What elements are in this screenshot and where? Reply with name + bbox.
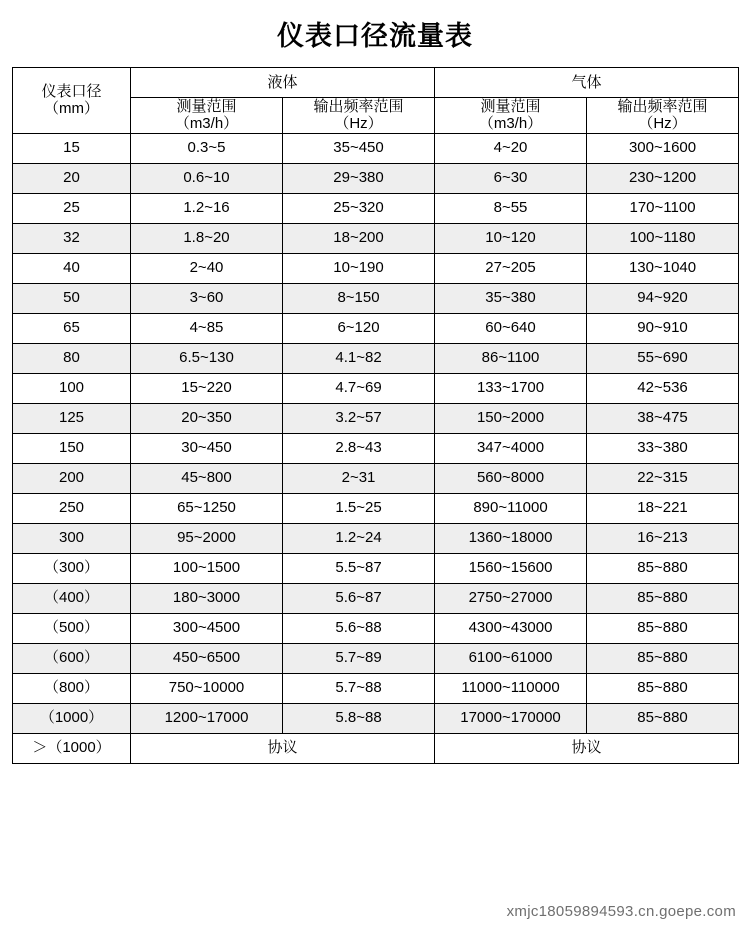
gas-frequency-line2: （Hz） xyxy=(638,115,687,133)
cell-liquid-range: 3~60 xyxy=(131,283,283,313)
cell-gas-range: 133~1700 xyxy=(435,373,587,403)
cell-meter-size: （1000） xyxy=(13,703,131,733)
table-row xyxy=(13,133,739,163)
cell-meter-size: 80 xyxy=(13,343,131,373)
cell-gas-frequency: 90~910 xyxy=(587,313,739,343)
table-body xyxy=(13,133,739,763)
cell-liquid-frequency: 10~190 xyxy=(283,253,435,283)
cell-liquid-frequency: 25~320 xyxy=(283,193,435,223)
cell-liquid-frequency: 5.5~87 xyxy=(283,553,435,583)
cell-liquid-frequency: 8~150 xyxy=(283,283,435,313)
cell-gas-range: 11000~110000 xyxy=(435,673,587,703)
gas-frequency-line1: 输出频率范围 xyxy=(617,98,708,115)
cell-meter-size: ＞（1000） xyxy=(13,733,131,763)
table-row xyxy=(13,403,739,433)
group-header-liquid: 液体 xyxy=(131,68,435,98)
cell-gas-frequency: 94~920 xyxy=(587,283,739,313)
cell-meter-size: 25 xyxy=(13,193,131,223)
liquid-frequency-line1: 输出频率范围 xyxy=(313,98,404,115)
liquid-range-line1: 测量范围 xyxy=(176,98,237,115)
table-row xyxy=(13,553,739,583)
cell-gas-range: 86~1100 xyxy=(435,343,587,373)
cell-meter-size: 200 xyxy=(13,463,131,493)
cell-gas-range: 6100~61000 xyxy=(435,643,587,673)
gas-range-line1: 测量范围 xyxy=(480,98,541,115)
cell-gas-range: 17000~170000 xyxy=(435,703,587,733)
cell-gas-range: 890~11000 xyxy=(435,493,587,523)
cell-gas-range: 4~20 xyxy=(435,133,587,163)
cell-meter-size: 250 xyxy=(13,493,131,523)
cell-gas-frequency: 85~880 xyxy=(587,553,739,583)
table-row xyxy=(13,643,739,673)
cell-gas-frequency: 85~880 xyxy=(587,583,739,613)
table-row xyxy=(13,223,739,253)
cell-liquid-range: 180~3000 xyxy=(131,583,283,613)
cell-gas-frequency: 85~880 xyxy=(587,613,739,643)
table-row xyxy=(13,673,739,703)
cell-liquid-range: 450~6500 xyxy=(131,643,283,673)
cell-liquid-frequency: 5.8~88 xyxy=(283,703,435,733)
table-row xyxy=(13,463,739,493)
cell-liquid-range: 100~1500 xyxy=(131,553,283,583)
cell-gas-frequency: 230~1200 xyxy=(587,163,739,193)
cell-meter-size: 150 xyxy=(13,433,131,463)
flow-rate-table xyxy=(12,67,739,764)
cell-liquid-range: 4~85 xyxy=(131,313,283,343)
cell-liquid-frequency: 2~31 xyxy=(283,463,435,493)
cell-gas-range: 协议 xyxy=(435,733,739,763)
column-header-gas-range xyxy=(435,98,587,134)
table-row xyxy=(13,523,739,553)
table-row xyxy=(13,493,739,523)
cell-gas-frequency: 18~221 xyxy=(587,493,739,523)
cell-gas-frequency: 100~1180 xyxy=(587,223,739,253)
table-row xyxy=(13,373,739,403)
cell-gas-range: 6~30 xyxy=(435,163,587,193)
cell-meter-size: 15 xyxy=(13,133,131,163)
table-row xyxy=(13,433,739,463)
page-title: 仪表口径流量表 xyxy=(277,21,473,51)
cell-liquid-range: 2~40 xyxy=(131,253,283,283)
gas-range-line2: （m3/h） xyxy=(478,115,543,133)
cell-gas-range: 35~380 xyxy=(435,283,587,313)
cell-gas-range: 150~2000 xyxy=(435,403,587,433)
table-row xyxy=(13,253,739,283)
watermark-text: xmjc18059894593.cn.goepe.com xyxy=(506,903,736,920)
cell-liquid-range: 6.5~130 xyxy=(131,343,283,373)
table-row xyxy=(13,703,739,733)
cell-liquid-range: 45~800 xyxy=(131,463,283,493)
cell-gas-range: 1360~18000 xyxy=(435,523,587,553)
cell-gas-frequency: 85~880 xyxy=(587,673,739,703)
group-header-gas: 气体 xyxy=(435,68,739,98)
cell-liquid-frequency: 3.2~57 xyxy=(283,403,435,433)
table-row xyxy=(13,613,739,643)
cell-gas-range: 560~8000 xyxy=(435,463,587,493)
column-header-liquid-range xyxy=(131,98,283,134)
cell-gas-range: 1560~15600 xyxy=(435,553,587,583)
cell-gas-range: 4300~43000 xyxy=(435,613,587,643)
cell-meter-size: 20 xyxy=(13,163,131,193)
cell-meter-size: 50 xyxy=(13,283,131,313)
cell-gas-frequency: 55~690 xyxy=(587,343,739,373)
table-row xyxy=(13,283,739,313)
cell-liquid-frequency: 18~200 xyxy=(283,223,435,253)
cell-gas-frequency: 42~536 xyxy=(587,373,739,403)
cell-liquid-frequency: 1.2~24 xyxy=(283,523,435,553)
cell-liquid-frequency: 4.1~82 xyxy=(283,343,435,373)
cell-liquid-range: 1200~17000 xyxy=(131,703,283,733)
table-row xyxy=(13,733,739,763)
cell-liquid-frequency: 5.7~89 xyxy=(283,643,435,673)
table-row xyxy=(13,313,739,343)
cell-meter-size: （600） xyxy=(13,643,131,673)
cell-liquid-frequency: 1.5~25 xyxy=(283,493,435,523)
cell-gas-frequency: 38~475 xyxy=(587,403,739,433)
cell-meter-size: 125 xyxy=(13,403,131,433)
cell-gas-frequency: 85~880 xyxy=(587,703,739,733)
cell-gas-frequency: 170~1100 xyxy=(587,193,739,223)
cell-liquid-frequency: 29~380 xyxy=(283,163,435,193)
cell-liquid-frequency: 5.7~88 xyxy=(283,673,435,703)
cell-liquid-range: 20~350 xyxy=(131,403,283,433)
cell-gas-range: 8~55 xyxy=(435,193,587,223)
cell-liquid-range: 协议 xyxy=(131,733,435,763)
cell-liquid-range: 65~1250 xyxy=(131,493,283,523)
cell-meter-size: 32 xyxy=(13,223,131,253)
cell-liquid-range: 95~2000 xyxy=(131,523,283,553)
cell-liquid-range: 15~220 xyxy=(131,373,283,403)
cell-gas-range: 10~120 xyxy=(435,223,587,253)
table-container xyxy=(0,67,750,764)
table-row xyxy=(13,343,739,373)
cell-gas-range: 27~205 xyxy=(435,253,587,283)
cell-liquid-frequency: 4.7~69 xyxy=(283,373,435,403)
cell-liquid-frequency: 5.6~87 xyxy=(283,583,435,613)
cell-gas-frequency: 22~315 xyxy=(587,463,739,493)
meter-size-line2: （mm） xyxy=(44,100,99,118)
table-header-row-groups xyxy=(13,68,739,98)
cell-meter-size: 100 xyxy=(13,373,131,403)
liquid-range-line2: （m3/h） xyxy=(174,115,239,133)
cell-liquid-range: 1.8~20 xyxy=(131,223,283,253)
cell-meter-size: 40 xyxy=(13,253,131,283)
table-row xyxy=(13,193,739,223)
cell-liquid-frequency: 2.8~43 xyxy=(283,433,435,463)
cell-gas-frequency: 85~880 xyxy=(587,643,739,673)
cell-liquid-range: 0.3~5 xyxy=(131,133,283,163)
table-row xyxy=(13,583,739,613)
cell-liquid-range: 300~4500 xyxy=(131,613,283,643)
cell-liquid-frequency: 5.6~88 xyxy=(283,613,435,643)
cell-liquid-range: 1.2~16 xyxy=(131,193,283,223)
cell-gas-range: 2750~27000 xyxy=(435,583,587,613)
cell-gas-range: 60~640 xyxy=(435,313,587,343)
cell-meter-size: （800） xyxy=(13,673,131,703)
cell-liquid-frequency: 6~120 xyxy=(283,313,435,343)
cell-meter-size: （400） xyxy=(13,583,131,613)
meter-size-line1: 仪表口径 xyxy=(41,83,102,100)
cell-gas-frequency: 33~380 xyxy=(587,433,739,463)
liquid-frequency-line2: （Hz） xyxy=(334,115,383,133)
cell-meter-size: （300） xyxy=(13,553,131,583)
cell-meter-size: 300 xyxy=(13,523,131,553)
table-header xyxy=(13,68,739,134)
cell-meter-size: （500） xyxy=(13,613,131,643)
column-header-liquid-frequency xyxy=(283,98,435,134)
cell-gas-frequency: 300~1600 xyxy=(587,133,739,163)
cell-liquid-frequency: 35~450 xyxy=(283,133,435,163)
cell-liquid-range: 750~10000 xyxy=(131,673,283,703)
column-header-meter-size xyxy=(13,68,131,134)
table-row xyxy=(13,163,739,193)
cell-gas-frequency: 130~1040 xyxy=(587,253,739,283)
cell-liquid-range: 0.6~10 xyxy=(131,163,283,193)
cell-meter-size: 65 xyxy=(13,313,131,343)
column-header-gas-frequency xyxy=(587,98,739,134)
cell-gas-range: 347~4000 xyxy=(435,433,587,463)
cell-gas-frequency: 16~213 xyxy=(587,523,739,553)
cell-liquid-range: 30~450 xyxy=(131,433,283,463)
